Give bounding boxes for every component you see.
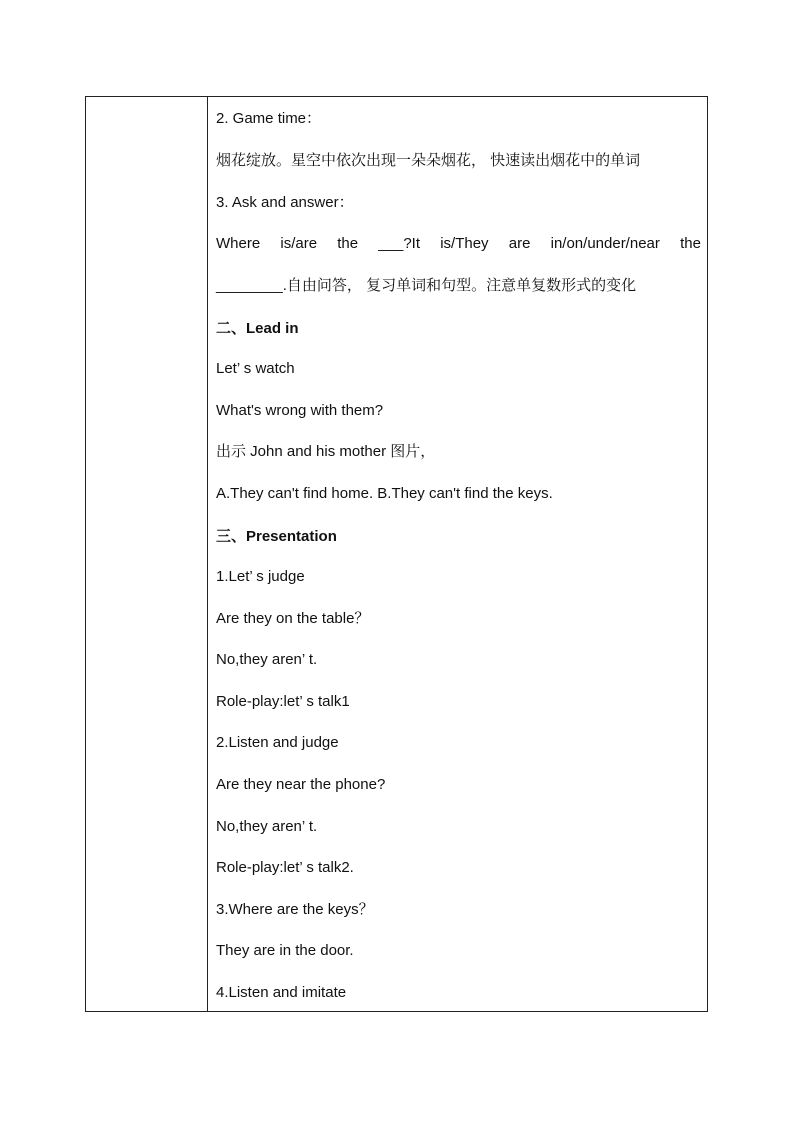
- listen-imitate-line: 4.Listen and imitate: [216, 984, 347, 1001]
- table-right-cell: [208, 97, 707, 1011]
- pattern-word: ___?It: [378, 235, 421, 252]
- answer-options-line: A.They can't find home. B.They can't find the keys.: [216, 485, 553, 502]
- sentence-pattern-line: [216, 234, 701, 254]
- in-door-answer: They are in the door.: [216, 942, 354, 959]
- where-keys-question: 3.Where are the keys？: [216, 901, 374, 918]
- on-table-question: Are they on the table？: [216, 610, 370, 627]
- listen-judge-line: 2.Listen and judge: [216, 734, 339, 751]
- pattern-word: in/on/under/near: [550, 235, 660, 252]
- pattern-word: are: [508, 235, 531, 252]
- lets-watch-line: Let’ s watch: [216, 360, 295, 377]
- pattern-word: is/are: [280, 235, 318, 252]
- pattern-word: the: [337, 235, 359, 252]
- presentation-heading: 三、Presentation: [216, 528, 337, 545]
- pattern-word: is/They: [440, 235, 489, 252]
- whats-wrong-question: What's wrong with them?: [216, 402, 384, 419]
- lets-judge-line: 1.Let’ s judge: [216, 568, 305, 585]
- ask-answer-heading: 3. Ask and answer：: [216, 194, 354, 211]
- show-picture-line: 出示 John and his mother 图片，: [216, 443, 436, 460]
- game-time-heading: 2. Game time：: [216, 110, 322, 127]
- fill-in-blank: ________: [216, 277, 283, 294]
- role-play-talk1: Role-play:let’ s talk1: [216, 693, 350, 710]
- role-play-talk2: Role-play:let’ s talk2.: [216, 859, 354, 876]
- near-phone-question: Are they near the phone?: [216, 776, 386, 793]
- fireworks-instruction: 烟花绽放。星空中依次出现一朵朵烟花， 快速读出烟花中的单词: [216, 152, 641, 169]
- free-qa-instruction: [216, 276, 701, 296]
- table-left-cell: [86, 97, 208, 1011]
- free-qa-text: .自由问答， 复习单词和句型。注意单复数形式的变化: [282, 277, 637, 294]
- pattern-word: the: [680, 235, 701, 252]
- lead-in-heading: 二、Lead in: [216, 320, 299, 337]
- answer-line-1: No,they aren’ t.: [216, 651, 318, 668]
- answer-line-2: No,they aren’ t.: [216, 818, 318, 835]
- lesson-table: [85, 96, 708, 1012]
- pattern-word: Where: [216, 235, 261, 252]
